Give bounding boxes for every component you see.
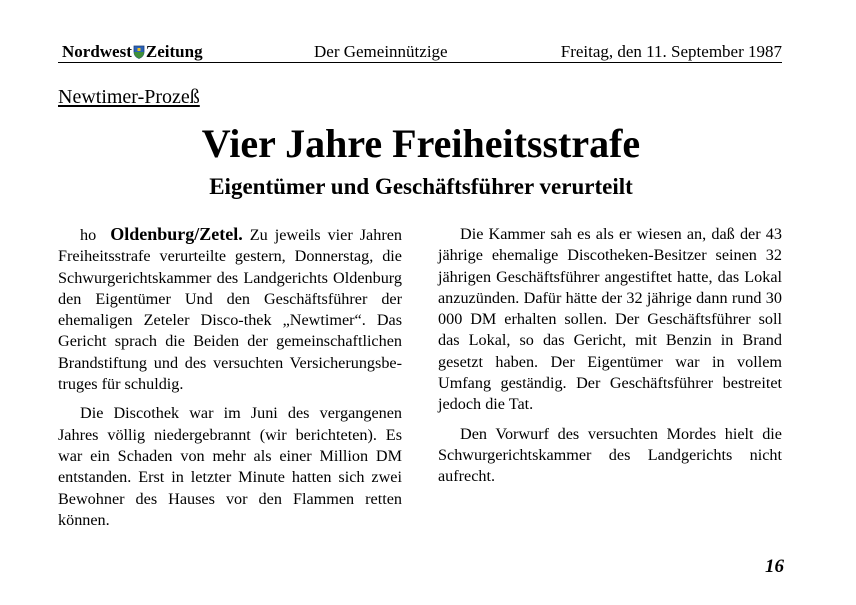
article-headline: Vier Jahre Freiheitsstrafe [201, 121, 641, 166]
newspaper-name [62, 42, 203, 64]
article-paragraph [58, 224, 402, 395]
article-paragraph: Die Kammer sah es als er wiesen an, daß der 43 jährige ehemalige Discotheken-Besitzer seinen 32 jährigen Geschäftsführer angestiftet hatte, das Lokal anzuzünden. Dafür hätte der 32 jährige dann rund 30 000 DM erhalten sollen. Der Geschäftsführer soll das Lokal, so das Gericht, mit Benzin in Brand gesetzt haben. Der Eigentümer war in vollem Umfang geständig. Der Geschäftsführer bestreitet jedoch die Tat. [438, 225, 782, 414]
article-paragraph-text: Zu jeweils vier Jahren Freiheitsstrafe verurteilte gestern, Donnerstag, die Schwurgerichtskammer des Landgerichts Oldenburg den Eigentümer Und den Geschäftsführer der ehemaligen Zeteler Disco-thek „Newtimer“. Das Gericht sprach die Beiden der gemeinschaftlichen Brandstiftung und des versuchten Versicherungsbetruges für schuldig. [58, 226, 402, 394]
article-byline: ho [80, 226, 97, 244]
article-kicker: Newtimer-Prozeß [58, 86, 200, 108]
article-paragraph: Den Vorwurf des versuchten Mordes hielt die Schwurgerichtskammer des Landgerichts nicht aufrecht. [438, 424, 782, 486]
masthead [58, 40, 782, 63]
page-number: 16 [765, 556, 784, 577]
article-subheadline: Eigentümer und Geschäftsführer verurteilt [209, 174, 633, 199]
crest-icon [133, 44, 145, 64]
article-column-left [58, 224, 402, 539]
newspaper-name-part2: Zeitung [145, 42, 203, 61]
article-paragraph: Die Discothek war im Juni des vergangenen Jahres völlig niedergebrannt (wir berichteten). Es war ein Schaden von mehr als einer Million DM entstanden. Erst in letzter Minute hatten sich zwei Bewohner des Hauses vor den Flammen retten können. [58, 404, 402, 529]
article-column-right [438, 224, 782, 496]
newspaper-name-part1: Nordwest [62, 42, 132, 61]
article-dateline: Oldenburg/Zetel. [110, 224, 243, 244]
issue-date: Freitag, den 11. September 1987 [560, 42, 782, 61]
section-name: Der Gemeinnützige [314, 42, 448, 61]
